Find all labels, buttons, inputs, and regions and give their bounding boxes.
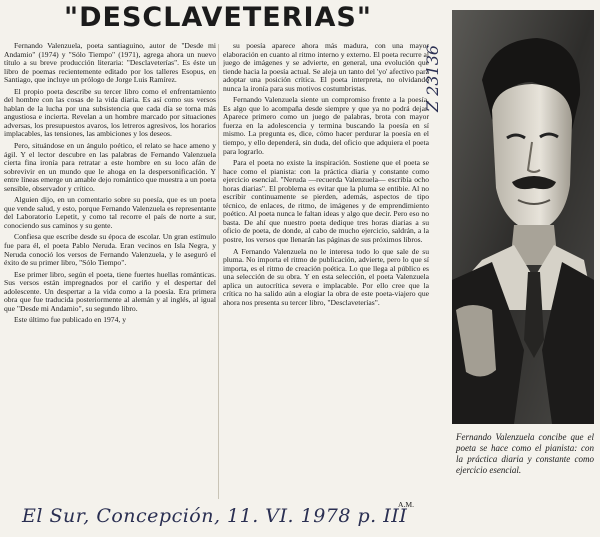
author-portrait-photo [452, 10, 594, 424]
handwritten-side-number: Z 23136 [423, 44, 442, 112]
paragraph: Ese primer libro, según el poeta, tiene fuertes huellas románticas. Sus versos están impregnados por el cariño y el despertar del adolescente. Un despertar a la vida como a la poesía. Era primera obra que fue traducida posteriormente al alemán y al inglés, al igual que "Desde mi Andamio", su segundo libro. [4, 269, 216, 313]
paragraph: Este último fue publicado en 1974, y [14, 315, 126, 325]
paragraph: El propio poeta describe su tercer libro como el enfrentamiento del hombre con las cosas de la vida diaria. Es así como sus versos hablan de la lucha por una subsistencia que cada día se torna más angustiosa e incierta. Revelan a un hombre marcado por situaciones adversas, los presupuestos avaros, los letreros agresivos, los horarios implacables, las tensiones, las ambiciones y los deseos. [4, 86, 216, 139]
column-divider [218, 44, 219, 499]
paragraph: Confiesa que escribe desde su época de escolar. Un gran estímulo fue para él, el poeta Pablo Neruda. Eran vecinos en Isla Negra, y Neruda conoció los versos de Fernando Valenzuela, y le aseguró el éxito de su primer libro, "Sólo Tiempo". [4, 232, 216, 268]
paragraph: su poesía aparece ahora más madura, con una mayor elaboración en cuanto al ritmo interno y externo. El poeta recurre al juego de imágenes y se advierte, en general, una evolución que tiende hacia la poesía actual. Se aleja un tanto del 'yo' afectivo para adoptar una posición crítica. El poeta interpreta, no olvidando nunca la ironía para sus motivos costumbristas. [223, 42, 429, 93]
article-column-1 [4, 42, 216, 510]
handwritten-source-citation: El Sur, Concepción, 11. VI. 1978 p. III [22, 505, 408, 527]
paragraph: Fernando Valenzuela, poeta santiaguino, autor de "Desde mi Andamio" (1974) y "Sólo Tiempo" (1971), agrega ahora un nuevo título a su breve producción literaria: "Desclaveterías". Es éste un libro de poemas recientemente editado por los talleres Esopus, en Santiago, que incluye un prólogo de Jorge Luis Ramírez. [4, 42, 216, 85]
paragraph: Fernando Valenzuela siente un compromiso frente a la poesía. Es algo que lo acompaña desde siempre y que ya no podrá dejar. Aparece primero como un juego de palabras, brota con mayor fuerza en la adolescencia y termina buscando la poesía en sí mismo. La pregunta es, dice, cómo hacer perdurar la poesía en el tiempo, y ello dependerá, sin duda, del oficio que adquiera el poeta para lograrlo. [223, 95, 429, 156]
paragraph: Para el poeta no existe la inspiración. Sostiene que el poeta se hace como el pianista: con la práctica diaria y constante como ejercicio esencial. "Neruda —recuerda Valenzuela— escribía ocho horas diarias". El problema es evitar que la pluma se entibie. Al no escribir continuamente se pierden, además, aspectos de tipo técnico, de enlaces, de ritmo, de imágenes y de emprendimiento poético. Al poeta nunca le faltan ideas y algo que decir. Pero eso no basta. De ahí que nuestro poeta dedique tres horas diarias a su oficio de poeta, de donde, al cabo de mucho ejercicio, saldrán, a la postre, los versos que llenarán las páginas de sus próximos libros. [223, 158, 429, 245]
paragraph: Alguien dijo, en un comentario sobre su poesía, que es un poeta que vende salud, y esto, porque Fernando Valenzuela es representante del Laboratorio Lepetit, y como tal recorre el país de norte a sur, conociendo sus caminos y su gente. [4, 195, 216, 230]
article-headline: "DESCLAVETERIAS" [64, 2, 372, 33]
photo-caption: Fernando Valenzuela concibe que el poeta se hace como el pianista: con la práctica diaria y constante como ejercicio esencial. [456, 432, 594, 475]
article-byline: A.M. [398, 500, 415, 509]
article-column-2 [223, 42, 429, 510]
paragraph: Pero, situándose en un ángulo poético, el relato se hace ameno y ágil. Y el lector descubre en las palabras de Fernando Valenzuela cierta fina ironía para retratar a este hombre en su loco afán de sobrevivir en un mundo que le ahoga en la despersonificación. Y entre líneas emerge un amable dejo romántico que muestra a un poeta sensible, observador y crítico. [4, 141, 216, 193]
paragraph: A Fernando Valenzuela no le interesa todo lo que sale de su pluma. No importa el ritmo de publicación, advierte, pero lo que sí importa, es el ritmo de creación poética. Lo que llega al público es una selección de su obra. Y en esta selección, el poeta Valenzuela aplica un autocrítica severa e implacable. Por ello cree que la crítica no ha salido aún a elogiar la obra de este poeta-viajero que ahora nos presenta su tercer libro, "Desclaveterías". [223, 246, 429, 307]
